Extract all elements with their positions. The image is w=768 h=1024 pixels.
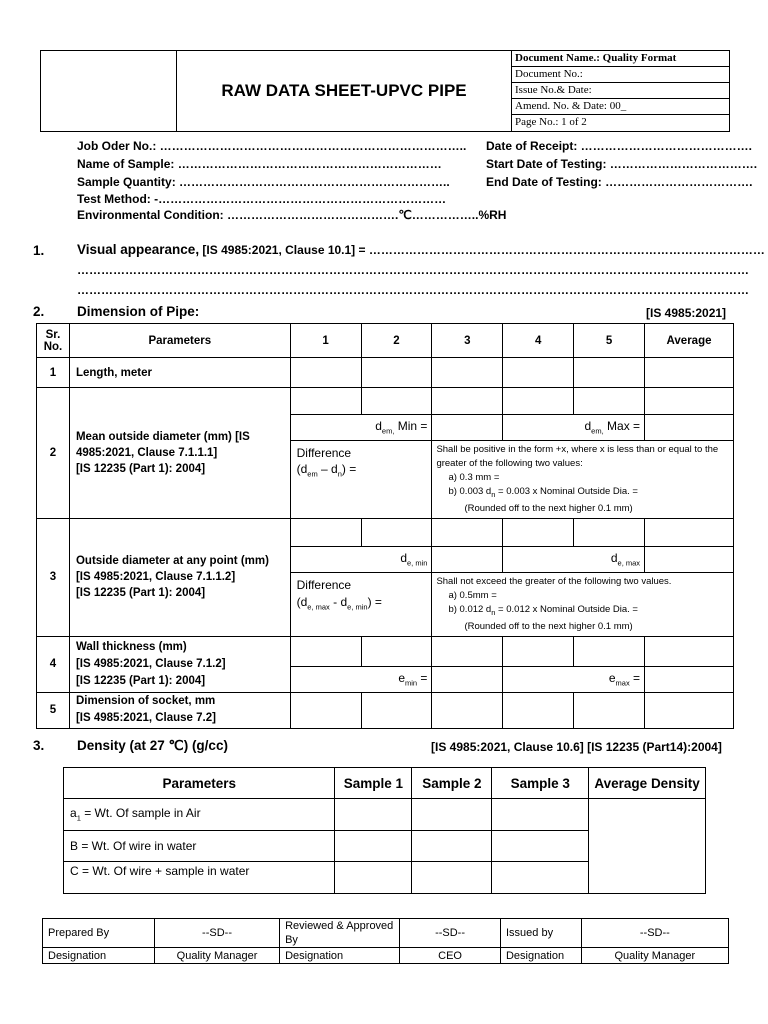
header-4: 4: [503, 324, 574, 358]
section-1-title: Visual appearance,: [77, 242, 200, 257]
row-4-param: [69, 636, 290, 692]
cell-input[interactable]: [574, 636, 645, 666]
density-row-3-label: C = Wt. Of wire + sample in water: [64, 862, 335, 894]
dimension-table: [36, 323, 734, 729]
row-3-param: [69, 518, 290, 636]
density-header-sample-3: Sample 3: [492, 768, 589, 799]
row-1-param: Length, meter: [69, 358, 290, 388]
row-4-param-line1: Wall thickness (mm): [75, 640, 187, 653]
reviewed-by-sign: --SD--: [400, 919, 501, 948]
row-3-param-line1: Outside diameter at any point (mm): [75, 555, 269, 568]
sample-name-field[interactable]: Name of Sample: …………………………………………………………: [77, 157, 442, 171]
env-condition-field[interactable]: Environmental Condition: …………………………………….℃……………..%RH: [77, 208, 507, 222]
document-meta: [511, 51, 730, 131]
row-2-param: [69, 388, 290, 519]
row-3-param-line3: [IS 12235 (Part 1): 2004]: [75, 587, 206, 600]
note-line: b) 0.003 $d_n = 0.003$ x Nominal Outside Dia. =: [448, 486, 638, 499]
note-line: Shall be positive in the form +x, where x is less than or equal to the greater of the following two values:: [436, 444, 719, 469]
emax-label: $e_{max}$ =: [503, 666, 645, 692]
row-2-param-line1: Mean outside diameter (mm) [IS 4985:2021, Clause 7.1.1.1]: [75, 430, 250, 459]
table-row: [37, 358, 734, 388]
note-line: Shall not exceed the greater of the following two values.: [436, 575, 672, 587]
dem-max-value[interactable]: [645, 415, 734, 441]
sample-qty-field[interactable]: Sample Quantity: …………………………………………………………..: [77, 175, 450, 189]
start-date-field[interactable]: Start Date of Testing: ……………………………….: [486, 157, 758, 171]
cell-input[interactable]: [412, 862, 492, 894]
row-3-no: 3: [37, 518, 70, 636]
cell-input[interactable]: [290, 388, 361, 415]
section-1-number: 1.: [33, 243, 45, 258]
row-4-param-line3: [IS 12235 (Part 1): 2004]: [75, 674, 206, 687]
note-line: a) 0.5mm =: [448, 589, 497, 601]
note-line: b) 0.012 $d_n = 0.012$ x Nominal Outside Dia. =: [448, 603, 638, 617]
document-title: RAW DATA SHEET-UPVC PIPE: [221, 81, 467, 100]
cell-input[interactable]: [290, 636, 361, 666]
cell-input[interactable]: [335, 799, 412, 831]
cell-input[interactable]: [503, 692, 574, 728]
density-header-sample-2: Sample 2: [412, 768, 492, 799]
header-1: 1: [290, 324, 361, 358]
cell-input[interactable]: [412, 831, 492, 862]
row-2-difference: [290, 441, 432, 519]
density-row-1-label: $a_1 = Wt$. Of sample in Air: [64, 799, 335, 831]
average-density-cell[interactable]: [589, 799, 706, 894]
cell-input[interactable]: [432, 692, 503, 728]
de-min-label: $d_{e, min}$: [290, 546, 432, 572]
section-1-ref[interactable]: [IS 4985:2021, Clause 10.1] = ………………………………………………………………………………………: [202, 243, 765, 257]
difference-formula: $(d_{em} - d_n)$ =: [296, 462, 357, 479]
row-3-difference: [290, 572, 432, 636]
cell-input[interactable]: [432, 636, 503, 666]
document-header: [40, 50, 730, 132]
section-1-line-3[interactable]: ……………………………………………………………………………………………………………………………………………………: [77, 283, 749, 297]
issued-by-sign: --SD--: [581, 919, 728, 948]
cell-input[interactable]: [503, 636, 574, 666]
cell-input[interactable]: [645, 636, 734, 666]
dem-min-value[interactable]: [432, 415, 503, 441]
section-2-number: 2.: [33, 304, 45, 319]
test-method-field[interactable]: Test Method: -………………………………………………………………: [77, 192, 447, 206]
note-line: a) 0.3 mm =: [448, 472, 500, 483]
section-2-title: Dimension of Pipe:: [77, 304, 200, 319]
cell-input[interactable]: [492, 831, 589, 862]
table-row: [64, 799, 706, 831]
designation-label: Designation: [500, 948, 581, 964]
section-3-number: 3.: [33, 738, 45, 753]
difference-formula: $(d_{e, max} - d_{e, min})$ =: [296, 594, 382, 612]
header-2: 2: [361, 324, 432, 358]
row-4-no: 4: [37, 636, 70, 692]
row-2-no: 2: [37, 388, 70, 519]
cell-input[interactable]: [574, 388, 645, 415]
reviewed-by-label: Reviewed & Approved By: [280, 919, 400, 948]
table-row: [37, 692, 734, 728]
cell-input[interactable]: [432, 358, 503, 388]
cell-input[interactable]: [290, 518, 361, 546]
cell-input[interactable]: [432, 518, 503, 546]
table-row: [37, 518, 734, 546]
approval-footer: [42, 918, 729, 964]
dem-min-label: $d_{em,}$ Min =: [290, 415, 432, 441]
prepared-by-sign: --SD--: [154, 919, 279, 948]
density-header-parameters: Parameters: [64, 768, 335, 799]
row-5-no: 5: [37, 692, 70, 728]
section-1-line-2[interactable]: ……………………………………………………………………………………………………………………………………………………: [77, 263, 749, 277]
receipt-date-field[interactable]: Date of Receipt: …………………………………….: [486, 139, 753, 153]
cell-input[interactable]: [361, 388, 432, 415]
doc-name: Document Name.: Quality Format: [512, 51, 730, 67]
table-row: [37, 388, 734, 415]
cell-input[interactable]: [574, 518, 645, 546]
designation-label: Designation: [280, 948, 400, 964]
difference-label: Difference: [296, 446, 352, 460]
amend-no: Amend. No. & Date: 00_: [512, 99, 730, 115]
cell-input[interactable]: [574, 692, 645, 728]
row-2-param-line2: [IS 12235 (Part 1): 2004]: [75, 462, 206, 475]
table-header-row: [64, 768, 706, 799]
table-row: [37, 636, 734, 666]
cell-input[interactable]: [335, 831, 412, 862]
end-date-field[interactable]: End Date of Testing: ……………………………….: [486, 175, 753, 189]
footer-row: [43, 948, 729, 964]
cell-input[interactable]: [290, 358, 361, 388]
header-3: 3: [432, 324, 503, 358]
prepared-by-label: Prepared By: [43, 919, 155, 948]
doc-no: Document No.:: [512, 67, 730, 83]
row-2-note: [432, 441, 734, 519]
cell-input[interactable]: [492, 799, 589, 831]
cell-input[interactable]: [645, 518, 734, 546]
header-parameters: Parameters: [69, 324, 290, 358]
difference-label: Difference: [296, 577, 352, 592]
row-1-no: 1: [37, 358, 70, 388]
row-5-param-line2: [IS 4985:2021, Clause 7.2]: [75, 712, 216, 725]
density-row-2-label: B = Wt. Of wire in water: [64, 831, 335, 862]
emax-value[interactable]: [645, 666, 734, 692]
note-line: (Rounded off to the next higher 0.1 mm): [464, 502, 633, 514]
designation-value: CEO: [400, 948, 501, 964]
cell-input[interactable]: [290, 692, 361, 728]
section-2-ref: [IS 4985:2021]: [646, 306, 727, 320]
row-5-param: [69, 692, 290, 728]
cell-input[interactable]: [645, 358, 734, 388]
de-max-label: $d_{e, max}$: [503, 546, 645, 572]
job-order-field[interactable]: Job Oder No.: …………………………………………………………………..: [77, 139, 467, 153]
emin-label: $e_{min}$ =: [290, 666, 432, 692]
density-header-average: Average Density: [589, 768, 706, 799]
row-4-param-line2: [IS 4985:2021, Clause 7.1.2]: [75, 657, 226, 670]
density-table: [63, 767, 706, 894]
logo-placeholder: [41, 51, 177, 131]
section-3-ref: [IS 4985:2021, Clause 10.6] [IS 12235 (Part14):2004]: [431, 740, 722, 754]
footer-row: [43, 919, 729, 948]
emin-value[interactable]: [432, 666, 503, 692]
designation-label: Designation: [43, 948, 155, 964]
designation-value: Quality Manager: [581, 948, 728, 964]
de-max-value[interactable]: [645, 546, 734, 572]
issue-no: Issue No.& Date:: [512, 83, 730, 99]
cell-input[interactable]: [335, 862, 412, 894]
cell-input[interactable]: [361, 692, 432, 728]
cell-input[interactable]: [645, 692, 734, 728]
issued-by-label: Issued by: [500, 919, 581, 948]
row-3-param-line2: [IS 4985:2021, Clause 7.1.1.2]: [75, 571, 236, 584]
page-no: Page No.: 1 of 2: [515, 116, 587, 128]
row-5-param-line1: Dimension of socket, mm: [75, 695, 216, 708]
row-3-note: [432, 572, 734, 636]
cell-input[interactable]: [361, 358, 432, 388]
section-1-heading: [77, 242, 765, 257]
cell-input[interactable]: [412, 799, 492, 831]
header-sr-no: Sr. No.: [37, 324, 70, 358]
table-header-row: [37, 324, 734, 358]
cell-input[interactable]: [492, 862, 589, 894]
header-5: 5: [574, 324, 645, 358]
designation-value: Quality Manager: [154, 948, 279, 964]
de-min-value[interactable]: [432, 546, 503, 572]
cell-input[interactable]: [361, 636, 432, 666]
note-line: (Rounded off to the next higher 0.1 mm): [464, 620, 633, 632]
cell-input[interactable]: [361, 518, 432, 546]
dem-max-label: $d_{em,}$ Max =: [503, 415, 645, 441]
cell-input[interactable]: [503, 388, 574, 415]
cell-input[interactable]: [503, 518, 574, 546]
density-header-sample-1: Sample 1: [335, 768, 412, 799]
cell-input[interactable]: [645, 388, 734, 415]
cell-input[interactable]: [503, 358, 574, 388]
section-3-title: Density (at 27 ℃) (g/cc): [77, 738, 228, 753]
cell-input[interactable]: [432, 388, 503, 415]
cell-input[interactable]: [574, 358, 645, 388]
header-average: Average: [645, 324, 734, 358]
